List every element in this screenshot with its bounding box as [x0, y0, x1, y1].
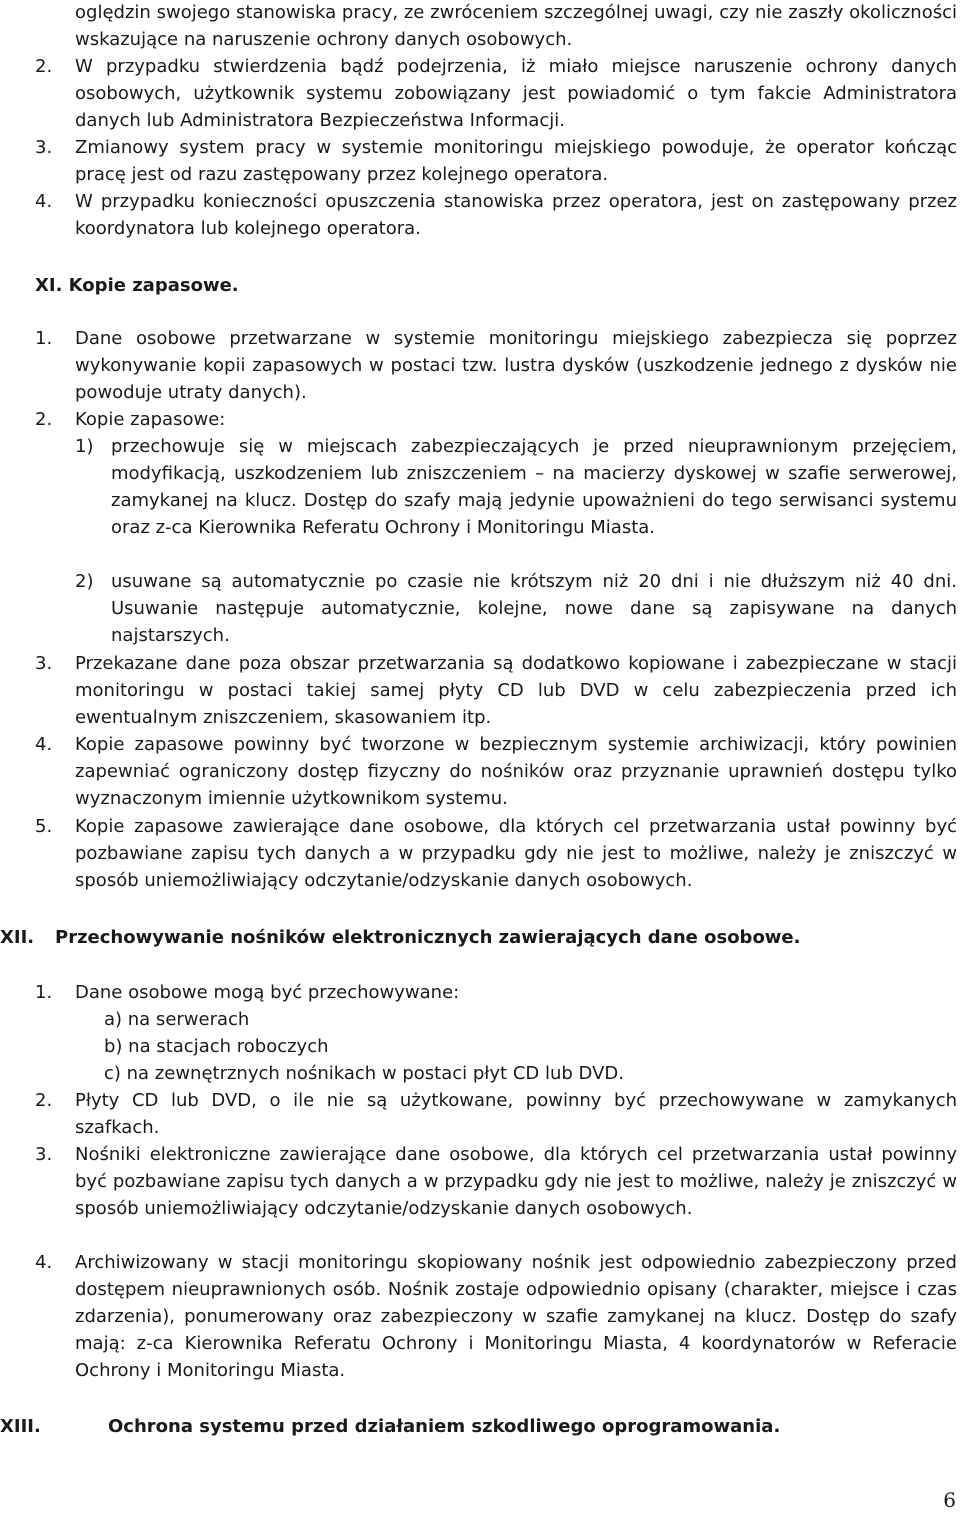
continuation-paragraph [75, 0, 957, 53]
sub-item-number: 1) [75, 436, 94, 457]
item-text: Przekazane dane poza obszar przetwarzania są dodatkowo kopiowane i zabezpieczane w stacji monitoringu w postaci takiej samej płyty CD lub DVD w celu zabezpieczenia przed ich ewentualnym zniszczeniem, skasowaniem itp. [75, 653, 957, 728]
item-number: 2. [35, 56, 53, 77]
item-number: 1. [35, 982, 53, 1003]
item-number: 4. [35, 1252, 53, 1273]
sub-list-item [75, 433, 957, 541]
page-number: 6 [943, 1488, 956, 1512]
item-number: 3. [35, 1144, 53, 1165]
section-numeral-xiii: XIII. [0, 1416, 41, 1437]
paragraph-text: oględzin swojego stanowiska pracy, ze zwróceniem szczególnej uwagi, czy nie zaszły okoliczności wskazujące na naruszenie ochrony danych osobowych. [75, 2, 957, 50]
section-heading-xi: XI. Kopie zapasowe. [35, 275, 239, 296]
list-item [35, 979, 957, 1006]
list-item [35, 325, 957, 406]
item-number: 5. [35, 816, 53, 837]
sub-item-b: b) na stacjach roboczych [104, 1036, 329, 1057]
sub-item-number: 2) [75, 571, 94, 592]
list-item [35, 188, 957, 242]
sub-item-c: c) na zewnętrznych nośnikach w postaci płyt CD lub DVD. [104, 1063, 624, 1084]
section-heading-xii: Przechowywanie nośników elektronicznych zawierających dane osobowe. [55, 927, 801, 948]
list-item [35, 650, 957, 731]
item-text: Kopie zapasowe: [75, 409, 226, 430]
item-text: W przypadku konieczności opuszczenia stanowiska przez operatora, jest on zastępowany przez koordynatora lub kolejnego operatora. [75, 191, 957, 239]
item-number: 3. [35, 137, 53, 158]
list-item [35, 406, 957, 433]
item-number: 4. [35, 191, 53, 212]
item-text: Kopie zapasowe zawierające dane osobowe, dla których cel przetwarzania ustał powinny być pozbawiane zapisu tych danych a w przypadku gdy nie jest to możliwe, należy je zniszczyć w sposób uniemożliwiający odczytanie/odzyskanie danych osobowych. [75, 816, 957, 891]
item-text: Zmianowy system pracy w systemie monitoringu miejskiego powoduje, że operator kończąc pracę jest od razu zastępowany przez kolejnego operatora. [75, 137, 957, 185]
item-number: 3. [35, 653, 53, 674]
list-item [35, 134, 957, 188]
sub-list-item [75, 568, 957, 649]
item-text: Płyty CD lub DVD, o ile nie są użytkowane, powinny być przechowywane w zamykanych szafkach. [75, 1090, 957, 1138]
sub-item-text: usuwane są automatycznie po czasie nie krótszym niż 20 dni i nie dłuższym niż 40 dni. Usuwanie następuje automatycznie, kolejne, nowe dane są zapisywane na danych najstarszych. [111, 571, 957, 646]
item-number: 1. [35, 328, 53, 349]
item-number: 4. [35, 734, 53, 755]
list-item [35, 53, 957, 134]
item-text: Kopie zapasowe powinny być tworzone w bezpiecznym systemie archiwizacji, który powinien zapewniać ograniczony dostęp fizyczny do nośników oraz przyznanie uprawnień dostępu tylko wyznaczonym imiennie użytkownikom systemu. [75, 734, 957, 809]
list-item [35, 1087, 957, 1141]
list-item [35, 813, 957, 894]
sub-item-a: a) na serwerach [104, 1009, 250, 1030]
item-text: W przypadku stwierdzenia bądź podejrzenia, iż miało miejsce naruszenie ochrony danych osobowych, użytkownik systemu zobowiązany jest powiadomić o tym fakcie Administratora danych lub Administratora Bezpieczeństwa Informacji. [75, 56, 957, 131]
section-numeral-xii: XII. [0, 927, 35, 948]
item-number: 2. [35, 1090, 53, 1111]
list-item [35, 1249, 957, 1384]
item-number: 2. [35, 409, 53, 430]
list-item [35, 731, 957, 812]
item-text: Nośniki elektroniczne zawierające dane osobowe, dla których cel przetwarzania ustał powinny być pozbawiane zapisu tych danych a w przypadku gdy nie jest to możliwe, należy je zniszczyć w sposób uniemożliwiający odczytanie/odzyskanie danych osobowych. [75, 1144, 957, 1219]
item-text: Dane osobowe przetwarzane w systemie monitoringu miejskiego zabezpiecza się poprzez wykonywanie kopii zapasowych w postaci tzw. lustra dysków (uszkodzenie jednego z dysków nie powoduje utraty danych). [75, 328, 957, 403]
item-text: Archiwizowany w stacji monitoringu skopiowany nośnik jest odpowiednio zabezpieczony przed dostępem nieuprawnionych osób. Nośnik zostaje odpowiednio opisany (charakter, miejsce i czas zdarzenia), ponumerowany oraz zabezpieczony w szafie zamykanej na klucz. Dostęp do szafy mają: z-ca Kierownika Referatu Ochrony i Monitoringu Miasta, 4 koordynatorów w Referacie Ochrony i Monitoringu Miasta. [75, 1252, 957, 1381]
list-item [35, 1141, 957, 1222]
section-heading-xiii: Ochrona systemu przed działaniem szkodliwego oprogramowania. [108, 1416, 781, 1437]
sub-item-text: przechowuje się w miejscach zabezpieczających je przed nieuprawnionym przejęciem, modyfikacją, uszkodzeniem lub zniszczeniem – na macierzy dyskowej w szafie serwerowej, zamykanej na klucz. Dostęp do szafy mają jedynie upoważnieni do tego serwisanci systemu oraz z-ca Kierownika Referatu Ochrony i Monitoringu Miasta. [111, 436, 957, 538]
item-text: Dane osobowe mogą być przechowywane: [75, 982, 460, 1003]
